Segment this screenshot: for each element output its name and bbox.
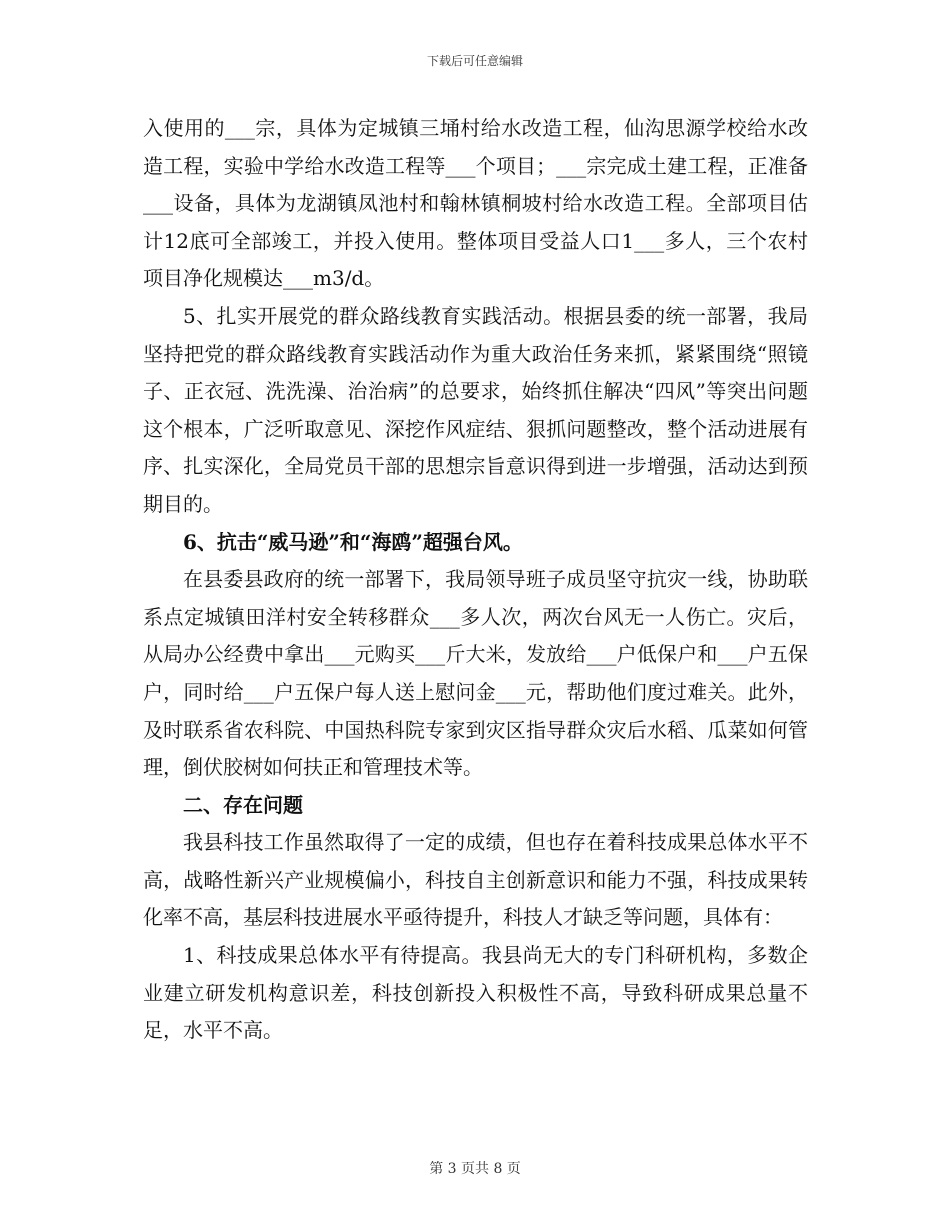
page-header: 下载后可任意编辑 [426,54,523,68]
page-footer: 第 3 页共 8 页 [429,1161,521,1177]
paragraph-problems-intro: 我县科技工作虽然取得了一定的成绩，但也存在着科技成果总体水平不高，战略性新兴产业规模偏小，科技自主创新意识和能力不强，科技成果转化率不高，基层科技进展水平亟待提升，科技人才缺乏等问题，具体有： [143,830,808,930]
paragraph-problem-1: 1、科技成果总体水平有待提高。我县尚无大的专门科研机构，多数企业建立研发机构意识差，科技创新投入积极性不高，导致科研成果总量不足，水平不高。 [143,943,808,1043]
paragraph-item-5: 5、扎实开展党的群众路线教育实践活动。根据县委的统一部署，我局坚持把党的群众路线教育实践活动作为重大政治任务来抓，紧紧围绕“照镜子、正衣冠、洗洗澡、治治病”的总要求，始终抓住解决“四风”等突出问题这个根本，广泛听取意见、深挖作风症结、狠抓问题整改，整个活动进展有序、扎实深化，全局党员干部的思想宗旨意识得到进一步增强，活动达到预期目的。 [143,303,808,516]
section-heading-problems: 二、存在问题 [183,792,303,817]
document-body [143,110,808,1050]
paragraph-continuation: 入使用的___宗，具体为定城镇三埇村给水改造工程，仙沟思源学校给水改造工程，实验中学给水改造工程等___个项目；___宗完成土建工程，正准备___设备，具体为龙湖镇凤池村和翰林镇桐坡村给水改造工程。全部项目估计12底可全部竣工，并投入使用。整体项目受益人口1___多人，三个农村项目净化规模达___m3/d。 [143,116,808,291]
paragraph-typhoon: 在县委县政府的统一部署下，我局领导班子成员坚守抗灾一线，协助联系点定城镇田洋村安全转移群众___多人次，两次台风无一人伤亡。灾后，从局办公经费中拿出___元购买___斤大米，发放给___户低保户和___户五保户，同时给___户五保户每人送上慰问金___元，帮助他们度过难关。此外，及时联系省农科院、中国热科院专家到灾区指导群众灾后水稻、瓜菜如何管理，倒伏胶树如何扶正和管理技术等。 [143,567,808,780]
heading-item-6: 6、抗击“威马逊”和“海鸥”超强台风。 [183,529,523,554]
